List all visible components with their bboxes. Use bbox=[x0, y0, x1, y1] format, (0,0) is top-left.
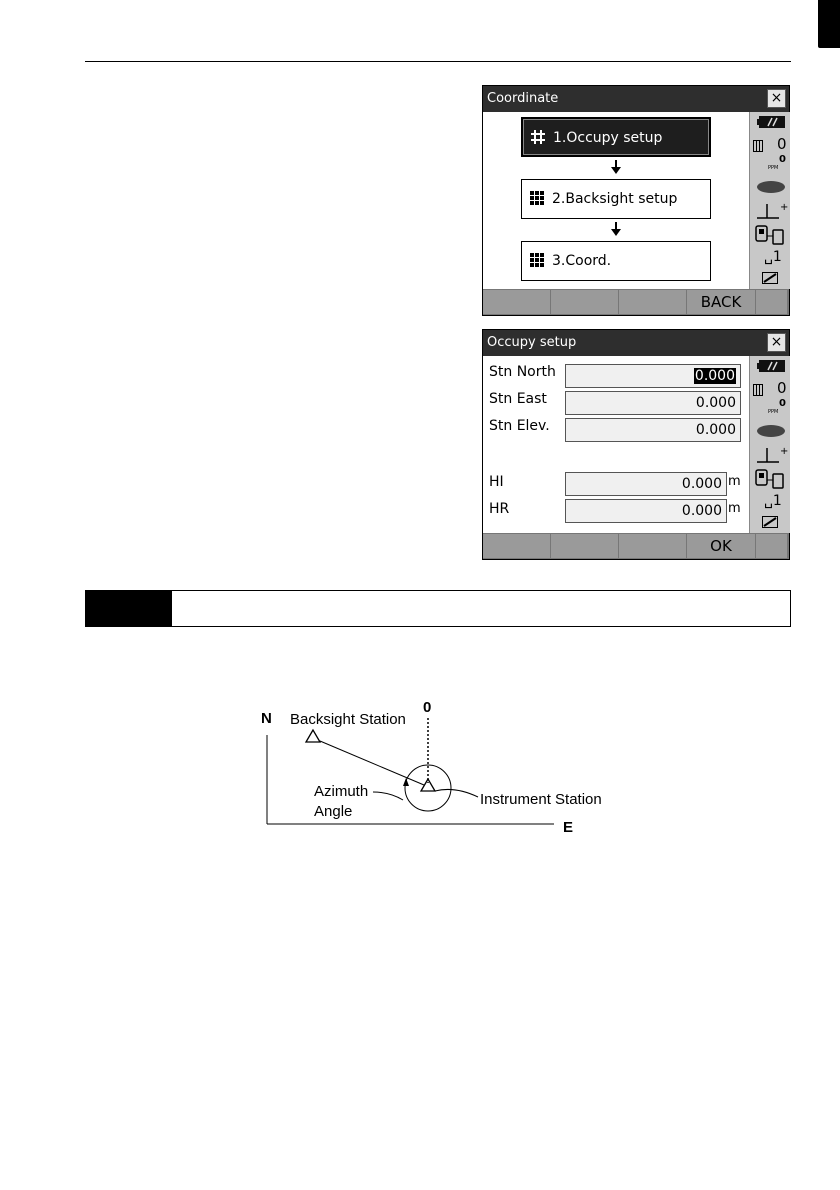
menu-item-label: 1.Occupy setup bbox=[553, 130, 663, 146]
hi-field[interactable]: 0.000 bbox=[565, 472, 727, 496]
ppm-unit: PPM bbox=[768, 165, 779, 171]
stn-north-label: Stn North bbox=[489, 364, 556, 380]
backsight-station-triangle bbox=[306, 730, 320, 742]
window-title: Occupy setup bbox=[487, 335, 577, 350]
east-label: E bbox=[563, 819, 574, 836]
ok-button[interactable]: OK bbox=[687, 534, 755, 558]
azimuth-label-line1: Azimuth bbox=[314, 783, 369, 800]
menu-item-label: 3.Coord. bbox=[552, 253, 612, 269]
meas-mode-value: 0 bbox=[777, 379, 787, 397]
svg-text:+: + bbox=[780, 202, 789, 213]
close-button[interactable]: × bbox=[767, 89, 786, 108]
page-number: ␣1 bbox=[764, 493, 782, 509]
close-button[interactable]: × bbox=[767, 333, 786, 352]
ppm-unit: PPM bbox=[768, 409, 779, 415]
instrument-station-label: Instrument Station bbox=[480, 791, 602, 808]
backsight-station-label: Backsight Station bbox=[290, 711, 406, 728]
stn-east-field[interactable]: 0.000 bbox=[565, 391, 741, 415]
ppm-value: 0 bbox=[779, 398, 786, 409]
menu-item-label: 2.Backsight setup bbox=[552, 191, 678, 207]
hr-label: HR bbox=[489, 501, 510, 517]
svg-text:+: + bbox=[780, 446, 789, 457]
stn-elev-field[interactable]: 0.000 bbox=[565, 418, 741, 442]
hr-unit: m bbox=[728, 501, 741, 516]
meas-mode-value: 0 bbox=[777, 135, 787, 153]
stn-elev-label: Stn Elev. bbox=[489, 418, 550, 434]
page-number: ␣1 bbox=[764, 249, 782, 265]
window-title: Coordinate bbox=[487, 91, 559, 106]
stn-north-field[interactable]: 0.000 bbox=[565, 364, 741, 388]
north-label: N bbox=[261, 710, 272, 727]
zero-label: 0 bbox=[423, 699, 432, 716]
back-button[interactable]: BACK bbox=[687, 290, 755, 314]
ppm-value: 0 bbox=[779, 154, 786, 165]
azimuth-leader bbox=[373, 792, 403, 800]
arc-arrow-icon bbox=[403, 778, 409, 786]
hi-label: HI bbox=[489, 474, 504, 490]
backsight-line bbox=[320, 741, 424, 785]
hr-field[interactable]: 0.000 bbox=[565, 499, 727, 523]
stn-east-label: Stn East bbox=[489, 391, 547, 407]
azimuth-label-line2: Angle bbox=[314, 803, 353, 820]
hi-unit: m bbox=[728, 474, 741, 489]
instrument-leader bbox=[435, 789, 478, 797]
